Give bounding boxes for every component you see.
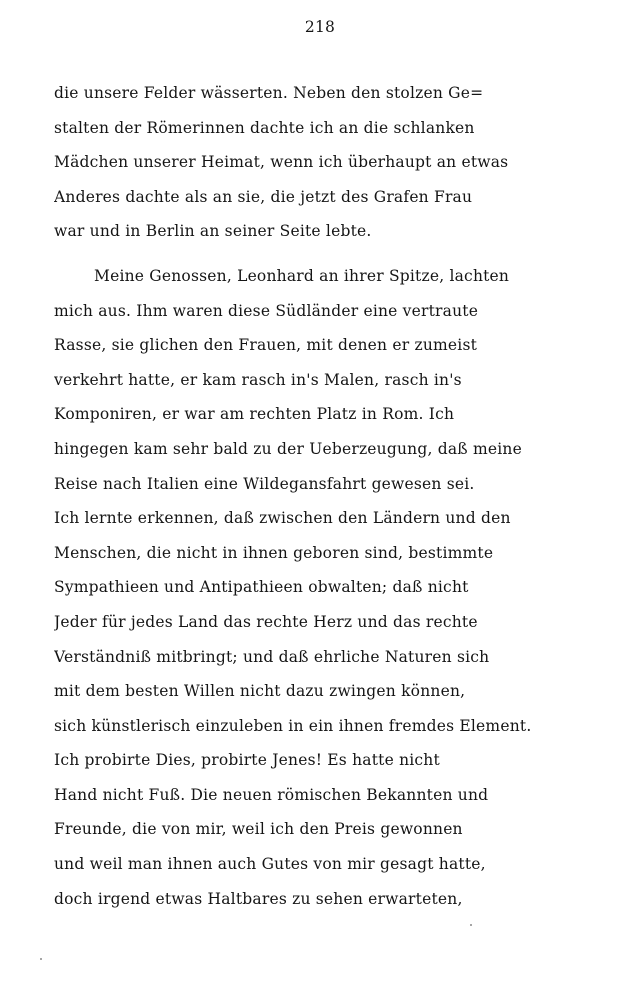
text-line: Jeder für jedes Land das rechte Herz und das rechte (54, 612, 478, 631)
text-line: sich künstlerisch einzuleben in ein ihnen fremdes Element. (54, 716, 532, 735)
text-line: Komponiren, er war am rechten Platz in Rom. Ich (54, 405, 455, 424)
text-line: Reise nach Italien eine Wildegansfahrt gewesen sei. (54, 474, 475, 493)
text-line: mich aus. Ihm waren diese Südländer eine vertraute (54, 301, 479, 320)
text-line: doch irgend etwas Haltbares zu sehen erwarteten, (54, 889, 463, 908)
page-speck (470, 924, 472, 926)
text-line: Verständniß mitbringt; und daß ehrliche Naturen sich (54, 647, 490, 666)
page-body (54, 76, 588, 916)
text-line: war und in Berlin an seiner Seite lebte. (54, 222, 372, 241)
document-page (0, 18, 640, 1003)
text-line: Ich probirte Dies, probirte Jenes! Es hatte nicht (54, 751, 440, 770)
page-number: 218 (304, 18, 336, 36)
paragraph-2 (54, 259, 588, 916)
text-line: stalten der Römerinnen dachte ich an die schlanken (54, 118, 475, 137)
text-line: Rasse, sie glichen den Frauen, mit denen er zumeist (54, 336, 478, 355)
text-line: Menschen, die nicht in ihnen geboren sind, bestimmte (54, 543, 494, 562)
page-speck (40, 958, 42, 960)
paragraph-1 (54, 76, 588, 249)
text-line: Hand nicht Fuß. Die neuen römischen Bekannten und (54, 785, 489, 804)
text-line: verkehrt hatte, er kam rasch in's Malen, rasch in's (54, 370, 462, 389)
text-line: und weil man ihnen auch Gutes von mir gesagt hatte, (54, 855, 486, 874)
text-line: Ich lernte erkennen, daß zwischen den Ländern und den (54, 509, 511, 528)
text-line: hingegen kam sehr bald zu der Ueberzeugung, daß meine (54, 439, 522, 458)
text-line: mit dem besten Willen nicht dazu zwingen können, (54, 682, 466, 701)
text-line: Mädchen unserer Heimat, wenn ich überhaupt an etwas (54, 153, 509, 172)
text-line: Freunde, die von mir, weil ich den Preis gewonnen (54, 820, 463, 839)
text-line: Meine Genossen, Leonhard an ihrer Spitze, lachten (94, 266, 510, 285)
text-line: die unsere Felder wässerten. Neben den stolzen Ge= (54, 84, 484, 102)
text-line: Sympathieen und Antipathieen obwalten; daß nicht (54, 578, 469, 597)
text-line: Anderes dachte als an sie, die jetzt des Grafen Frau (54, 187, 473, 206)
